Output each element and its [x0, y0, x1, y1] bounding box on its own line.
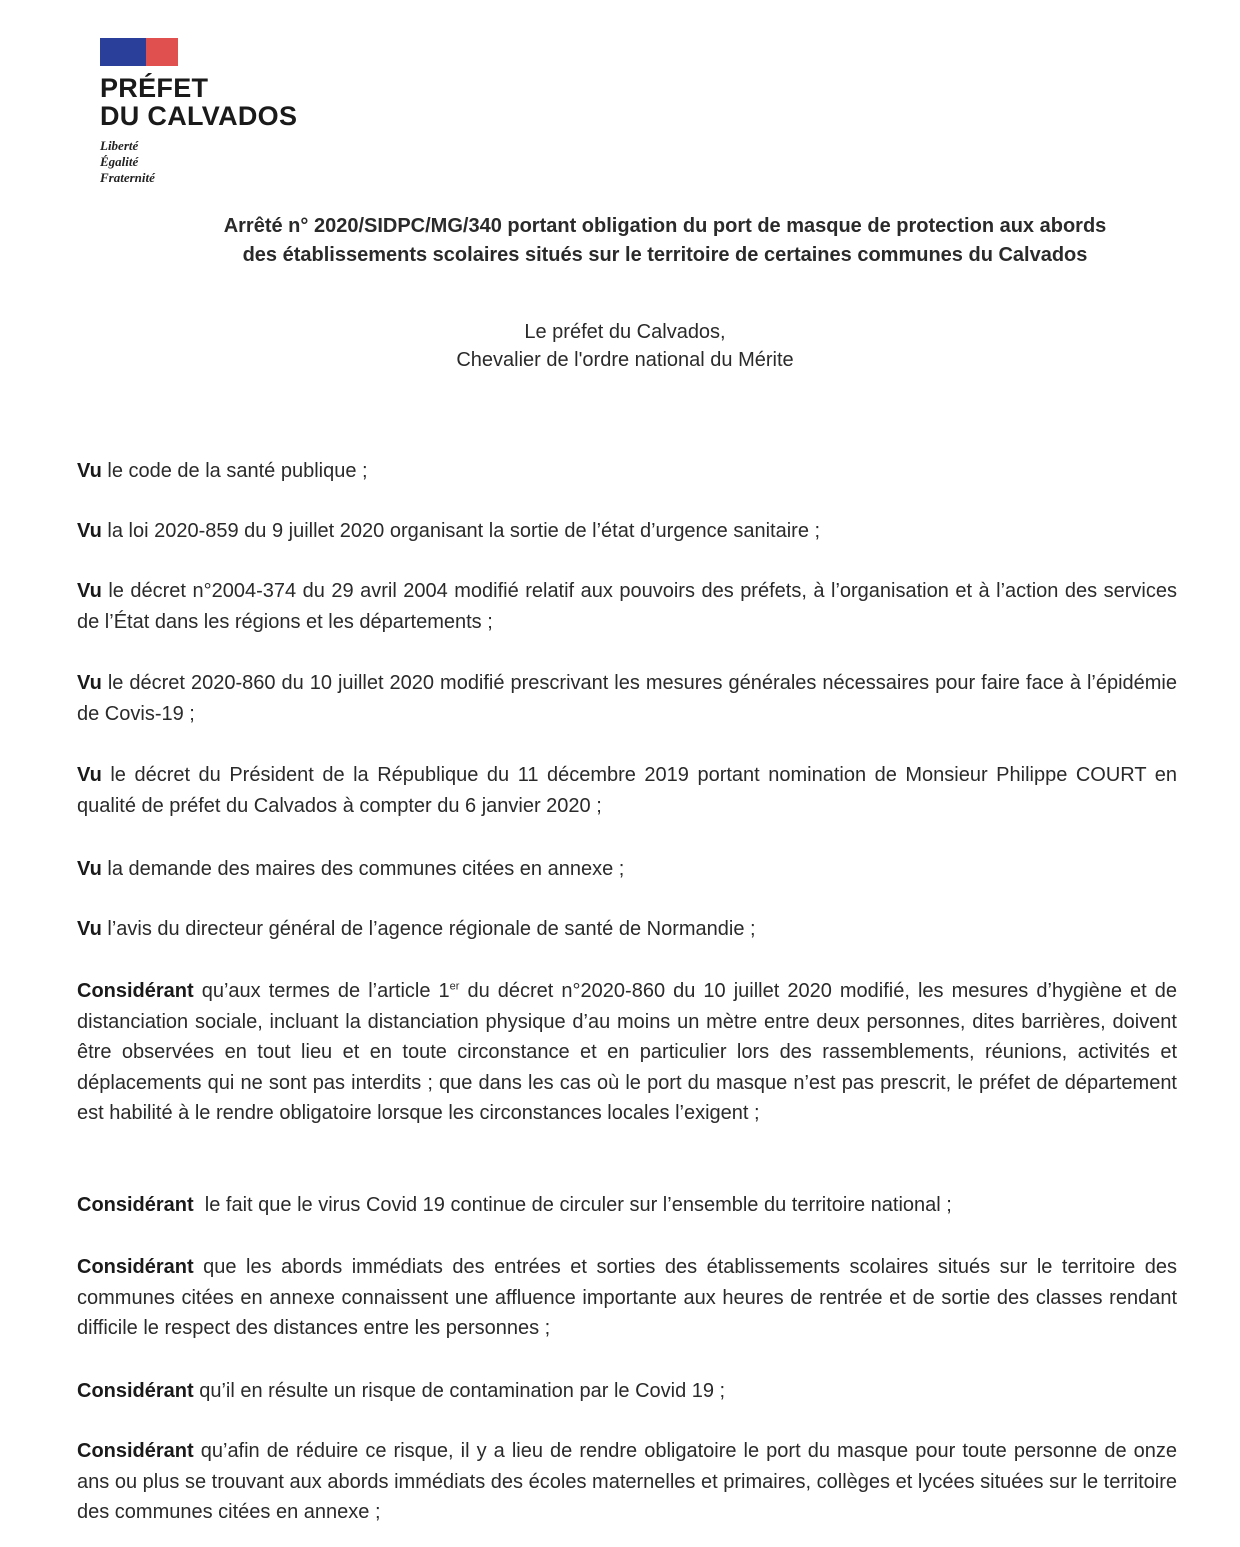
vu-paragraph: Vu le décret du Président de la République du 11 décembre 2019 portant nomination de Monsieur Philippe COURT en qualité de préfet du Calvados à compter du 6 janvier 2020 ;: [77, 764, 1177, 817]
prefecture-name: PRÉFET DU CALVADOS: [100, 73, 298, 131]
considerant-paragraph: Considérant qu’afin de réduire ce risque, il y a lieu de rendre obligatoire le port du masque pour toute personne de onze ans ou plus se trouvant aux abords immédiats des écoles maternelles et primaires, collèges et lycées situées sur le territoire des communes citées en annexe ;: [77, 1440, 1177, 1523]
vu-paragraph: Vu le décret n°2004-374 du 29 avril 2004 modifié relatif aux pouvoirs des préfets, à l’organisation et à l’action des services de l’État dans les régions et les départements ;: [77, 580, 1177, 633]
marianne-flag-icon: [100, 38, 178, 66]
vu-paragraph: Vu la demande des maires des communes citées en annexe ;: [77, 858, 625, 880]
vu-paragraph: Vu le code de la santé publique ;: [77, 460, 368, 482]
considerant-paragraph: Considérant qu’il en résulte un risque de contamination par le Covid 19 ;: [77, 1380, 726, 1402]
vu-paragraph: Vu la loi 2020-859 du 9 juillet 2020 organisant la sortie de l’état d’urgence sanitaire ;: [77, 520, 821, 542]
arrete-title: Arrêté n° 2020/SIDPC/MG/340 portant obligation du port de masque de protection aux abords des établissements scolaires situés sur le territoire de certaines communes du Calvados: [223, 215, 1107, 266]
vu-paragraph: Vu le décret 2020-860 du 10 juillet 2020 modifié prescrivant les mesures générales nécessaires pour faire face à l’épidémie de Covis-19 ;: [77, 672, 1177, 725]
considerant-paragraph: Considérant qu’aux termes de l’article 1er du décret n°2020-860 du 10 juillet 2020 modifié, les mesures d’hygiène et de distanciation sociale, incluant la distanciation physique d’au moins un mètre entre deux personnes, dites barrières, doivent être observées en tout lieu et en toute circonstance et en particulier lors des rassemblements, réunions, activités et déplacements qui ne sont pas interdits ; que dans les cas où le port du masque n’est pas prescrit, le préfet de département est habilité à le rendre obligatoire lorsque les circonstances locales l’exigent ;: [77, 980, 1178, 1124]
vu-paragraph: Vu l’avis du directeur général de l’agence régionale de santé de Normandie ;: [77, 918, 756, 940]
republic-motto: Liberté Égalité Fraternité: [100, 138, 155, 185]
issuer-block: Le préfet du Calvados, Chevalier de l'ordre national du Mérite: [456, 321, 794, 371]
prefecture-logo: [100, 38, 297, 186]
considerant-paragraph: Considérant le fait que le virus Covid 19 continue de circuler sur l’ensemble du territoire national ;: [77, 1194, 952, 1216]
considerant-paragraph: Considérant que les abords immédiats des entrées et sorties des établissements scolaires situés sur le territoire des communes citées en annexe connaissent une affluence importante aux heures de rentrée et de sortie des classes rendant difficile le respect des distances entre les personnes ;: [77, 1256, 1177, 1339]
